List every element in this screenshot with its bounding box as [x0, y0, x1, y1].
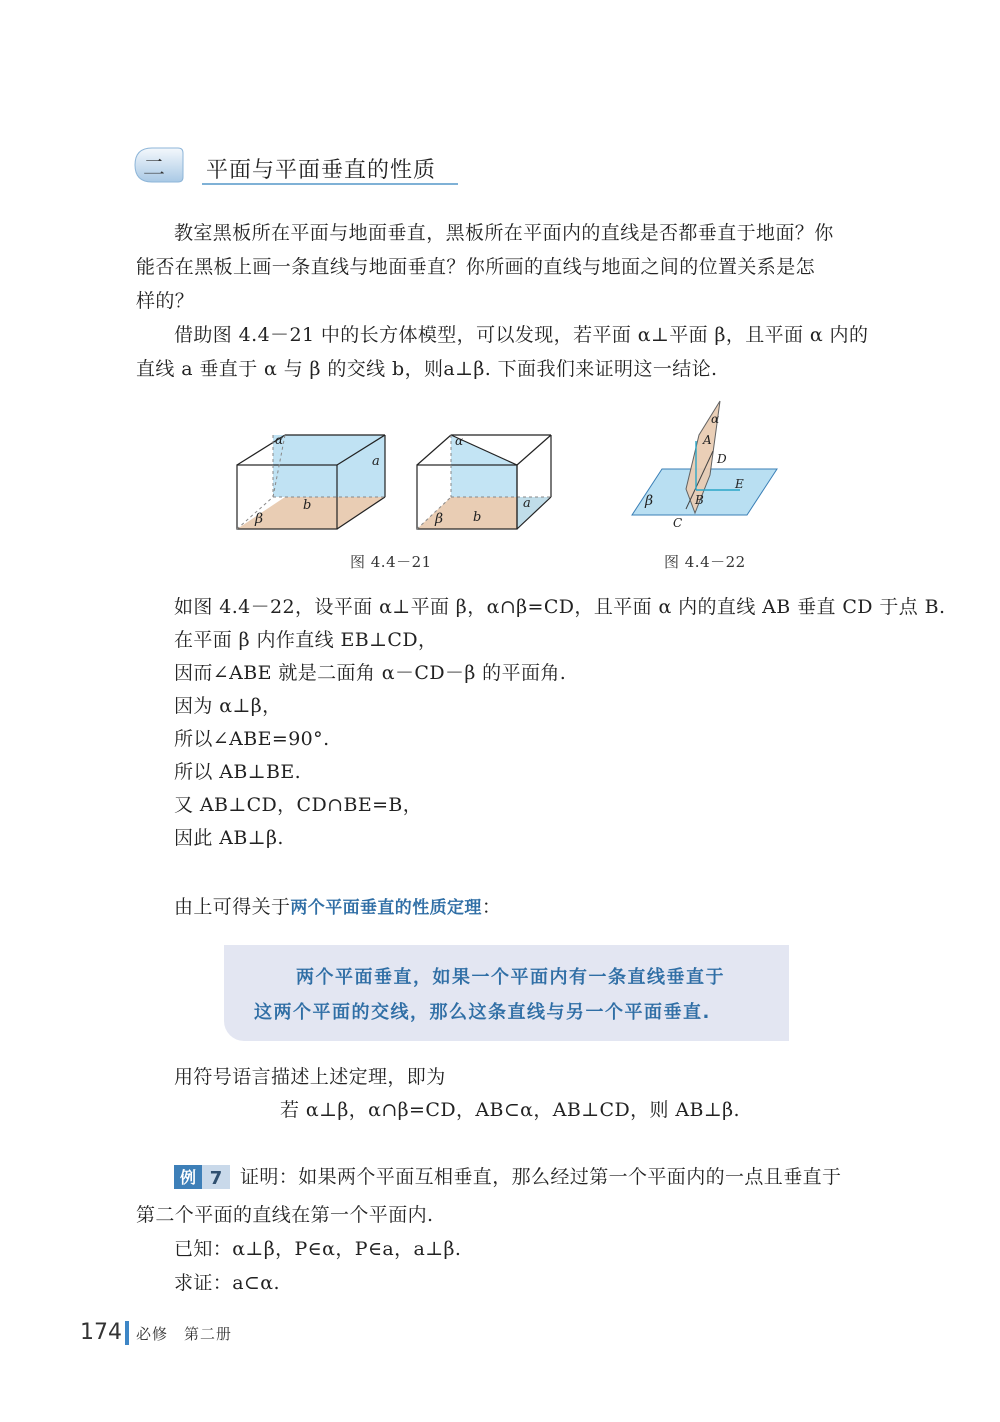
- cuboid-1-beta-label: β: [255, 511, 264, 527]
- section-title: 平面与平面垂直的性质: [206, 158, 437, 183]
- fig22-label-b: B: [695, 493, 704, 507]
- cuboid-1-back-face: [273, 435, 385, 497]
- figure-4-4-22-caption: 图 4.4－22: [664, 553, 746, 571]
- intro-line-3: 样的？: [136, 290, 195, 312]
- cuboid-2-beta-label: β: [435, 511, 444, 527]
- cuboid-2: [417, 434, 551, 529]
- proof-line-6: 所以 AB⊥BE.: [174, 761, 302, 783]
- example-line-1: 证明：如果两个平面互相垂直，那么经过第一个平面内的一点且垂直于: [240, 1166, 842, 1188]
- section-number: 二: [143, 156, 167, 181]
- proof-line-1: 如图 4.4－22，设平面 α⊥平面 β，α∩β=CD，且平面 α 内的直线 AB 垂直 CD 于点 B.: [174, 596, 946, 618]
- cuboid-1-a-label: a: [372, 454, 380, 469]
- cuboid-2-a-label: a: [523, 496, 531, 511]
- proof-line-5: 所以∠ABE=90°.: [174, 728, 330, 750]
- footer-divider: [125, 1321, 129, 1345]
- fig22-alpha-label: α: [711, 412, 720, 426]
- model-line-1: 借助图 4.4－21 中的长方体模型，可以发现，若平面 α⊥平面 β，且平面 α 内的: [174, 324, 869, 346]
- example-prove: 求证：a⊂α.: [174, 1272, 280, 1294]
- intro-line-1: 教室黑板所在平面与地面垂直，黑板所在平面内的直线是否都垂直于地面？你: [174, 222, 834, 244]
- proof-line-7: 又 AB⊥CD，CD∩BE=B，: [174, 794, 423, 816]
- page-number: 174: [80, 1320, 122, 1345]
- cuboid-1-alpha-label: α: [275, 433, 284, 447]
- symbolic-statement: 若 α⊥β，α∩β=CD，AB⊂α，AB⊥CD，则 AB⊥β.: [280, 1099, 740, 1121]
- fig22-beta-label: β: [645, 493, 654, 509]
- fig22-label-e: E: [735, 477, 744, 491]
- cuboid-1: [237, 433, 385, 529]
- example-given: 已知：α⊥β，P∈α，P∈a，a⊥β.: [174, 1238, 462, 1260]
- theorem-box: [224, 945, 789, 1041]
- example-line-2: 第二个平面的直线在第一个平面内.: [136, 1204, 434, 1226]
- theorem-intro-suffix: ：: [481, 896, 502, 918]
- intro-line-2: 能否在黑板上画一条直线与地面垂直？你所画的直线与地面之间的位置关系是怎: [136, 256, 816, 278]
- cuboid-1-b-label: b: [303, 498, 312, 513]
- proof-line-2: 在平面 β 内作直线 EB⊥CD，: [174, 629, 438, 651]
- theorem-intro-prefix: 由上可得关于: [174, 896, 291, 918]
- proof-line-3: 因而∠ABE 就是二面角 α－CD－β 的平面角.: [174, 662, 567, 684]
- example-badge: [174, 1165, 230, 1189]
- theorem-intro-highlight: 两个平面垂直的性质定理: [290, 898, 482, 918]
- symbolic-intro: 用符号语言描述上述定理，即为: [174, 1066, 446, 1088]
- theorem-line-1: 两个平面垂直，如果一个平面内有一条直线垂直于: [296, 967, 725, 988]
- figure-4-4-21: [225, 425, 565, 535]
- figure-4-4-21-caption: 图 4.4－21: [350, 553, 432, 571]
- fig22-label-a: A: [703, 433, 712, 447]
- proof-line-4: 因为 α⊥β，: [174, 695, 282, 717]
- theorem-line-2: 这两个平面的交线，那么这条直线与另一个平面垂直.: [254, 1002, 711, 1023]
- figure-4-4-22: [625, 393, 785, 533]
- section-title-underline: [202, 183, 458, 185]
- example-badge-label: 例: [179, 1168, 197, 1187]
- model-line-2: 直线 a 垂直于 α 与 β 的交线 b，则a⊥β. 下面我们来证明这一结论.: [136, 358, 718, 380]
- cuboid-2-b-label: b: [473, 510, 482, 525]
- footer-book-title: 必修 第二册: [136, 1325, 233, 1343]
- proof-line-8: 因此 AB⊥β.: [174, 827, 284, 849]
- theorem-intro: [174, 892, 501, 923]
- example-badge-number: 7: [209, 1168, 223, 1189]
- fig22-label-d: D: [717, 452, 727, 466]
- fig22-label-c: C: [673, 516, 683, 530]
- cuboid-2-alpha-label: α: [455, 434, 464, 448]
